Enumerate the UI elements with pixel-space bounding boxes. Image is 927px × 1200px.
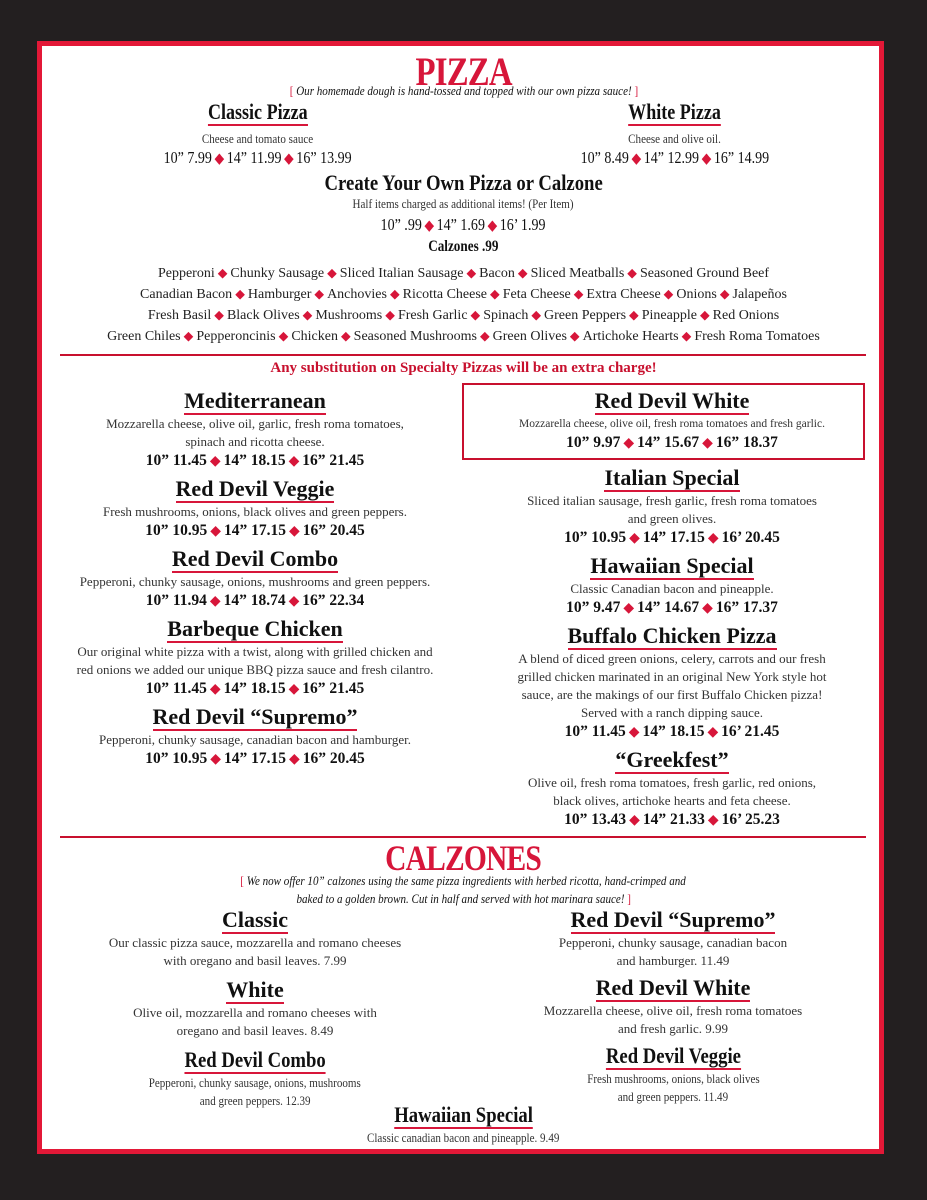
item-desc: Pepperoni, chunky sausage, onions, mushrooms bbox=[148, 1075, 362, 1090]
topping-item: Green Olives bbox=[492, 329, 567, 344]
price-10: 10” 7.99 bbox=[163, 148, 213, 167]
price-line: 10” 9.97 ◆ 14” 15.67 ◆ 16” 18.37 bbox=[566, 434, 778, 451]
calzones-tagline bbox=[0, 873, 927, 907]
specialty-item bbox=[462, 624, 882, 743]
specialty-item-featured bbox=[462, 389, 882, 454]
item-desc: Classic Canadian bacon and pineapple. bbox=[570, 581, 774, 596]
specialty-item bbox=[45, 547, 465, 612]
diamond-icon: ◆ bbox=[209, 594, 221, 609]
item-desc: Mozzarella cheese, olive oil, fresh roma tomatoes and fresh garlic. bbox=[519, 418, 825, 430]
white-pizza bbox=[515, 100, 835, 169]
diamond-icon: ◆ bbox=[629, 531, 640, 546]
item-desc: Mozzarella cheese, olive oil, fresh roma tomatoes bbox=[543, 1003, 803, 1018]
topping-item: Chicken bbox=[291, 329, 338, 344]
toppings-line bbox=[40, 284, 887, 305]
pizza-heading: PIZZA bbox=[415, 49, 512, 94]
topping-item: Pepperoncinis bbox=[196, 329, 276, 344]
item-desc: Cheese and tomato sauce bbox=[202, 131, 314, 146]
topping-item: Fresh Basil bbox=[147, 308, 212, 323]
calzones-right-column bbox=[478, 908, 868, 1106]
topping-item: Sliced Meatballs bbox=[530, 266, 625, 281]
item-desc: and fresh garlic. 9.99 bbox=[617, 1021, 729, 1036]
diamond-icon: ◆ bbox=[702, 436, 713, 451]
item-title: Red Devil White bbox=[594, 388, 750, 413]
topping-item: Chunky Sausage bbox=[230, 266, 325, 281]
bracket-open: [ bbox=[289, 83, 293, 98]
diamond-icon: ◆ bbox=[707, 725, 719, 740]
item-desc: spinach and ricotta cheese. bbox=[185, 434, 325, 449]
item-desc: with oregano and basil leaves. 7.99 bbox=[163, 953, 347, 968]
topping-item: Green Peppers bbox=[544, 308, 627, 323]
item-title: Red Devil Veggie bbox=[175, 476, 335, 501]
diamond-icon: ◆ bbox=[210, 524, 221, 539]
price-line: 10” 10.95 ◆ 14” 17.15 ◆ 16” 20.45 bbox=[145, 750, 365, 767]
price-14: 14” 11.99 bbox=[227, 148, 282, 167]
diamond-icon: ◆ bbox=[327, 266, 337, 280]
diamond-icon: ◆ bbox=[517, 266, 528, 280]
topping-item: Mushrooms bbox=[315, 308, 383, 323]
item-desc: black olives, artichoke hearts and feta cheese. bbox=[553, 793, 791, 808]
bracket-close: ] bbox=[634, 83, 638, 98]
item-title: Create Your Own Pizza or Calzone bbox=[324, 170, 603, 195]
item-desc: Fresh mushrooms, onions, black olives bbox=[586, 1071, 760, 1086]
calzones-heading: CALZONES bbox=[385, 838, 542, 878]
item-title: Italian Special bbox=[604, 465, 740, 490]
topping-item: Extra Cheese bbox=[586, 287, 661, 302]
diamond-icon: ◆ bbox=[719, 287, 730, 301]
item-desc: Classic canadian bacon and pineapple. 9.49 bbox=[367, 1130, 560, 1145]
diamond-icon: ◆ bbox=[302, 308, 313, 322]
item-title: Red Devil Veggie bbox=[605, 1043, 741, 1068]
topping-item: Jalapeños bbox=[732, 287, 787, 302]
diamond-icon: ◆ bbox=[470, 308, 481, 322]
diamond-icon: ◆ bbox=[288, 454, 300, 469]
diamond-icon: ◆ bbox=[707, 813, 719, 828]
diamond-icon: ◆ bbox=[487, 218, 498, 234]
price-line: 10” 13.43 ◆ 14” 21.33 ◆ 16’ 25.23 bbox=[564, 811, 780, 828]
price-line: 10” 10.95 ◆ 14” 17.15 ◆ 16’ 20.45 bbox=[564, 529, 780, 546]
item-desc: Sliced italian sausage, fresh garlic, fresh roma tomatoes bbox=[527, 493, 817, 508]
item-title: Red Devil “Supremo” bbox=[152, 704, 358, 729]
create-your-own bbox=[0, 171, 927, 257]
diamond-icon: ◆ bbox=[385, 308, 395, 322]
diamond-icon: ◆ bbox=[663, 287, 674, 301]
item-desc: Pepperoni, chunky sausage, canadian bacon bbox=[558, 935, 788, 950]
bracket-open: [ bbox=[240, 873, 245, 888]
diamond-icon: ◆ bbox=[707, 531, 719, 546]
item-title: Buffalo Chicken Pizza bbox=[567, 623, 777, 648]
specialty-item bbox=[45, 389, 465, 472]
item-desc: grilled chicken marinated in an original New York style hot bbox=[517, 669, 827, 684]
item-desc: and green peppers. 11.49 bbox=[617, 1089, 729, 1104]
calzone-item bbox=[60, 978, 450, 1040]
diamond-icon: ◆ bbox=[424, 218, 435, 234]
item-desc: A blend of diced green onions, celery, carrots and our fresh bbox=[518, 651, 826, 666]
topping-item: Hamburger bbox=[247, 287, 312, 302]
price-10: 10” 8.49 bbox=[580, 148, 630, 167]
diamond-icon: ◆ bbox=[627, 266, 637, 280]
diamond-icon: ◆ bbox=[214, 308, 224, 322]
price-line bbox=[581, 148, 770, 169]
diamond-icon: ◆ bbox=[289, 752, 300, 767]
specialty-notice: Any substitution on Specialty Pizzas will be an extra charge! bbox=[270, 360, 657, 376]
diamond-icon: ◆ bbox=[531, 308, 542, 322]
diamond-icon: ◆ bbox=[288, 682, 300, 697]
diamond-icon: ◆ bbox=[389, 287, 400, 301]
diamond-icon: ◆ bbox=[289, 524, 300, 539]
specialty-item bbox=[45, 477, 465, 542]
classic-pizza bbox=[98, 100, 418, 169]
pizza-tagline bbox=[0, 83, 927, 99]
item-desc: Olive oil, fresh roma tomatoes, fresh garlic, red onions, bbox=[527, 775, 817, 790]
specialty-item bbox=[45, 617, 465, 700]
toppings-line bbox=[40, 305, 887, 326]
item-title: White Pizza bbox=[628, 99, 722, 124]
item-title: Red Devil “Supremo” bbox=[570, 907, 776, 932]
item-desc: Half items charged as additional items! (Per Item) bbox=[352, 196, 575, 211]
item-desc: Fresh mushrooms, onions, black olives and green peppers. bbox=[102, 504, 407, 519]
toppings-line bbox=[40, 263, 887, 284]
diamond-icon: ◆ bbox=[490, 287, 500, 301]
topping-item: Red Onions bbox=[712, 308, 780, 323]
item-desc: and green olives. bbox=[627, 511, 717, 526]
diamond-icon: ◆ bbox=[629, 308, 639, 322]
specialty-left-column bbox=[45, 389, 465, 770]
topping-item: Seasoned Mushrooms bbox=[353, 329, 477, 344]
topping-item: Pepperoni bbox=[157, 266, 215, 281]
diamond-icon: ◆ bbox=[278, 329, 289, 343]
tagline-text: We now offer 10” calzones using the same pizza ingredients with herbed ricotta, hand-crimped and bbox=[247, 873, 687, 888]
diamond-icon: ◆ bbox=[314, 287, 325, 301]
specialty-item bbox=[462, 466, 882, 549]
topping-item: Sliced Italian Sausage bbox=[339, 266, 464, 281]
item-desc: and green peppers. 12.39 bbox=[199, 1093, 311, 1108]
diamond-icon: ◆ bbox=[702, 601, 713, 616]
calzone-item-center bbox=[0, 1103, 927, 1147]
item-desc: Pepperoni, chunky sausage, canadian bacon and hamburger. bbox=[98, 732, 412, 747]
specialty-right-column bbox=[462, 389, 882, 831]
tagline-text: Our homemade dough is hand-tossed and topped with our own pizza sauce! bbox=[295, 83, 632, 98]
item-title: Barbeque Chicken bbox=[167, 616, 343, 641]
diamond-icon: ◆ bbox=[209, 454, 221, 469]
specialty-item bbox=[45, 705, 465, 770]
bracket-close: ] bbox=[627, 891, 631, 906]
topping-item: Bacon bbox=[479, 266, 515, 281]
item-title: Mediterranean bbox=[184, 388, 326, 413]
topping-item: Anchovies bbox=[327, 287, 387, 302]
topping-item: Feta Cheese bbox=[502, 287, 571, 302]
diamond-icon: ◆ bbox=[479, 329, 490, 343]
price-line bbox=[381, 215, 546, 236]
diamond-icon: ◆ bbox=[681, 329, 692, 343]
diamond-icon: ◆ bbox=[569, 329, 580, 343]
item-desc: Olive oil, mozzarella and romano cheeses with bbox=[133, 1005, 377, 1020]
calzone-item bbox=[60, 908, 450, 970]
diamond-icon: ◆ bbox=[573, 287, 584, 301]
item-desc: red onions we added our unique BBQ pizza sauce and fresh cilantro. bbox=[76, 662, 434, 677]
item-desc: Pepperoni, chunky sausage, onions, mushrooms and green peppers. bbox=[79, 574, 431, 589]
price-16: 16” 14.99 bbox=[713, 148, 770, 167]
diamond-icon: ◆ bbox=[209, 682, 221, 697]
toppings-list bbox=[40, 263, 887, 347]
price-line bbox=[164, 148, 352, 169]
item-desc: Cheese and olive oil. bbox=[628, 131, 722, 146]
item-title: Hawaiian Special bbox=[590, 553, 754, 578]
topping-item: Canadian Bacon bbox=[140, 287, 233, 302]
topping-item: Ricotta Cheese bbox=[402, 287, 488, 302]
calzones-left-column bbox=[60, 908, 450, 1110]
diamond-icon: ◆ bbox=[214, 151, 225, 167]
item-desc: oregano and basil leaves. 8.49 bbox=[176, 1023, 334, 1038]
topping-item: Fresh Roma Tomatoes bbox=[694, 329, 820, 344]
section-divider bbox=[60, 354, 866, 356]
calzone-item bbox=[478, 908, 868, 970]
calzone-item bbox=[478, 976, 868, 1038]
item-desc: Mozzarella cheese, olive oil, garlic, fresh roma tomatoes, bbox=[106, 416, 404, 431]
diamond-icon: ◆ bbox=[629, 813, 640, 828]
diamond-icon: ◆ bbox=[631, 151, 642, 167]
price-line: 10” 9.47 ◆ 14” 14.67 ◆ 16” 17.37 bbox=[566, 599, 778, 616]
topping-item: Pineapple bbox=[641, 308, 697, 323]
price-line: 10” 11.94 ◆ 14” 18.74 ◆ 16” 22.34 bbox=[145, 592, 365, 609]
diamond-icon: ◆ bbox=[699, 308, 710, 322]
specialty-item bbox=[462, 554, 882, 619]
calzone-item bbox=[478, 1044, 868, 1106]
topping-item: Fresh Garlic bbox=[397, 308, 468, 323]
item-title: Classic bbox=[222, 907, 288, 932]
item-title: Hawaiian Special bbox=[394, 1102, 533, 1127]
item-desc: Served with a ranch dipping sauce. bbox=[581, 705, 763, 720]
price-line: 10” 11.45 ◆ 14” 18.15 ◆ 16” 21.45 bbox=[145, 452, 365, 469]
specialty-item bbox=[462, 748, 882, 831]
price-line: 10” 10.95 ◆ 14” 17.15 ◆ 16” 20.45 bbox=[145, 522, 365, 539]
price-14: 14” 12.99 bbox=[643, 148, 700, 167]
item-title: Red Devil Combo bbox=[184, 1047, 326, 1072]
item-title: Red Devil White bbox=[595, 975, 751, 1000]
calzone-item bbox=[60, 1048, 450, 1110]
item-desc: Our original white pizza with a twist, along with grilled chicken and bbox=[77, 644, 433, 659]
calzones-topping-price: Calzones .99 bbox=[428, 238, 499, 255]
item-title: Red Devil Combo bbox=[171, 546, 339, 571]
topping-item: Onions bbox=[676, 287, 717, 302]
price-16: 16’ 1.99 bbox=[500, 215, 546, 234]
item-title: “Greekfest” bbox=[615, 747, 729, 772]
item-title: Classic Pizza bbox=[208, 99, 308, 124]
price-16: 16” 13.99 bbox=[296, 148, 353, 167]
price-14: 14” 1.69 bbox=[437, 215, 486, 234]
topping-item: Spinach bbox=[483, 308, 529, 323]
price-line: 10” 11.45 ◆ 14” 18.15 ◆ 16’ 21.45 bbox=[564, 723, 780, 740]
item-desc: sauce, are the makings of our first Buffalo Chicken pizza! bbox=[521, 687, 823, 702]
topping-item: Seasoned Ground Beef bbox=[639, 266, 770, 281]
diamond-icon: ◆ bbox=[466, 266, 477, 280]
topping-item: Green Chiles bbox=[107, 329, 181, 344]
item-title: White bbox=[226, 977, 284, 1002]
diamond-icon: ◆ bbox=[623, 601, 635, 616]
price-10: 10” .99 bbox=[381, 215, 423, 234]
diamond-icon: ◆ bbox=[288, 594, 300, 609]
item-desc: and hamburger. 11.49 bbox=[616, 953, 730, 968]
toppings-line bbox=[40, 326, 887, 347]
diamond-icon: ◆ bbox=[340, 329, 351, 343]
diamond-icon: ◆ bbox=[284, 151, 295, 167]
price-line: 10” 11.45 ◆ 14” 18.15 ◆ 16” 21.45 bbox=[145, 680, 365, 697]
tagline-text: baked to a golden brown. Cut in half and served with hot marinara sauce! bbox=[296, 891, 625, 906]
calzones-section-title bbox=[0, 840, 927, 876]
diamond-icon: ◆ bbox=[701, 151, 712, 167]
diamond-icon: ◆ bbox=[235, 287, 245, 301]
diamond-icon: ◆ bbox=[623, 436, 635, 451]
item-desc: Our classic pizza sauce, mozzarella and romano cheeses bbox=[108, 935, 402, 950]
topping-item: Artichoke Hearts bbox=[582, 329, 679, 344]
diamond-icon: ◆ bbox=[210, 752, 221, 767]
diamond-icon: ◆ bbox=[183, 329, 194, 343]
diamond-icon: ◆ bbox=[217, 266, 228, 280]
topping-item: Black Olives bbox=[226, 308, 300, 323]
diamond-icon: ◆ bbox=[628, 725, 640, 740]
